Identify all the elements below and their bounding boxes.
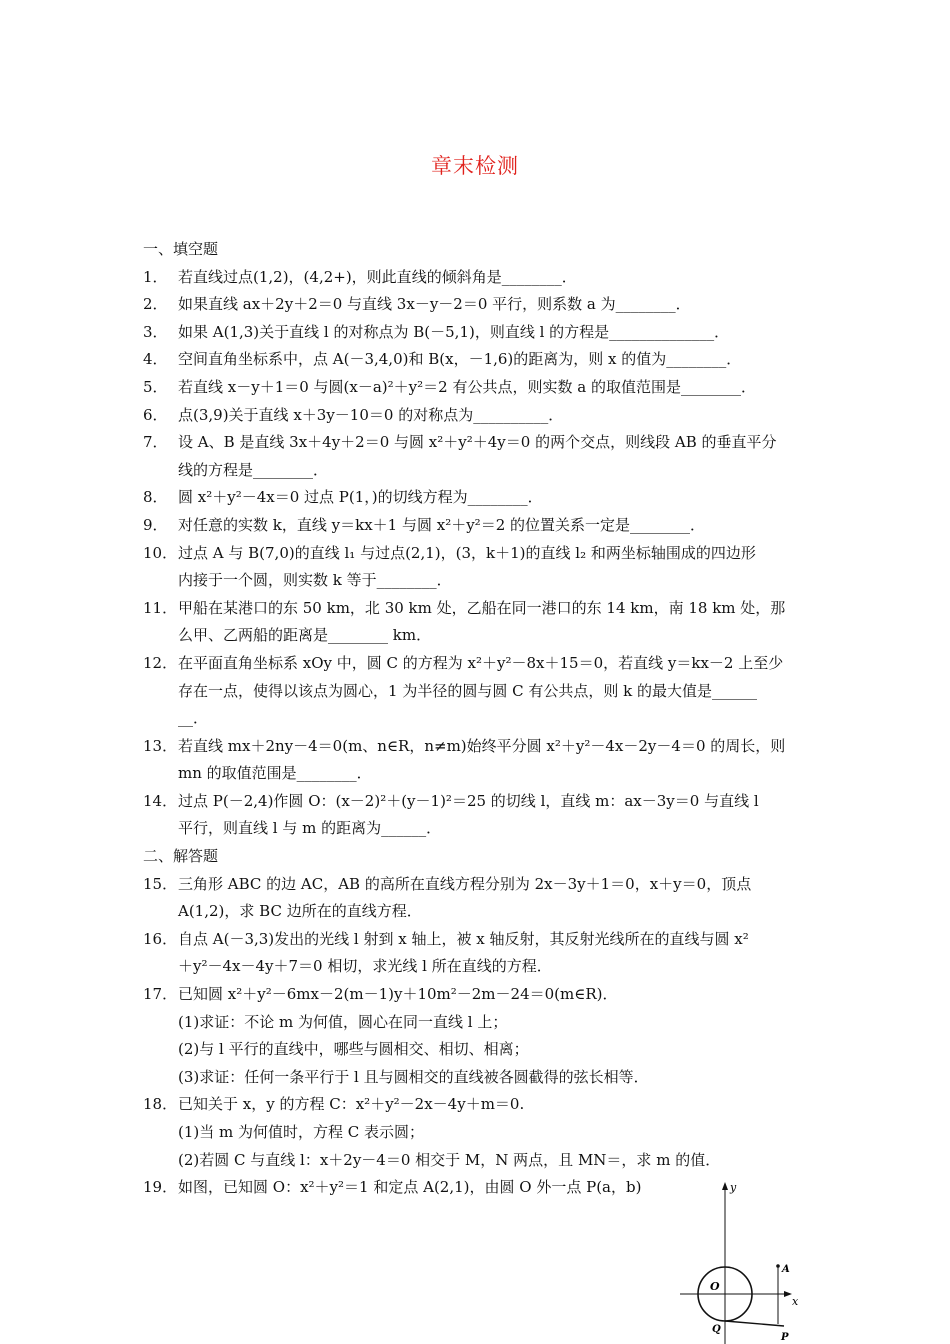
question-number: 17． bbox=[143, 985, 178, 1004]
question-line: 设 A、B 是直线 3x＋4y＋2＝0 与圆 x²＋y²＋4y＝0 的两个交点，则线段 AB 的垂直平分 bbox=[178, 433, 777, 452]
question-item bbox=[143, 650, 813, 733]
question-item bbox=[143, 595, 813, 650]
question-line: 空间直角坐标系中，点 A(－3,4,0)和 B(x，－1,6)的距离为，则 x 的值为________． bbox=[178, 350, 742, 369]
question-number: 12． bbox=[143, 653, 178, 672]
question-item bbox=[143, 788, 813, 843]
question-number: 15． bbox=[143, 874, 178, 893]
question-line: 若直线 x－y＋1＝0 与圆(x－a)²＋y²＝2 有公共点，则实数 a 的取值范围是________． bbox=[178, 377, 756, 396]
question-line: 若直线 mx＋2ny－4＝0(m、n∈R，n≠m)始终平分圆 x²＋y²－4x－2y－4＝0 的周长，则 bbox=[178, 736, 786, 755]
question-list bbox=[143, 871, 813, 1202]
question-item bbox=[143, 264, 813, 292]
question-text bbox=[178, 540, 813, 595]
question-line: 圆 x²＋y²－4x＝0 过点 P(1，)的切线方程为________． bbox=[178, 488, 543, 507]
question-line: (2)若圆 C 与直线 l：x＋2y－4＝0 相交于 M，N 两点，且 MN＝，求 m 的值． bbox=[178, 1150, 721, 1169]
question-line: 已知圆 x²＋y²－6mx－2(m－1)y＋10m²－2m－24＝0(m∈R)． bbox=[178, 985, 618, 1004]
question-text bbox=[178, 871, 813, 926]
question-line: 么甲、乙两船的距离是________ km． bbox=[178, 626, 432, 645]
question-line: 若直线过点(1,2)，(4,2+)，则此直线的倾斜角是________． bbox=[178, 267, 577, 286]
question-text bbox=[178, 291, 813, 319]
question-line: 对任意的实数 k，直线 y＝kx＋1 与圆 x²＋y²＝2 的位置关系一定是________． bbox=[178, 515, 706, 534]
question-number: 8． bbox=[143, 488, 168, 507]
question-text bbox=[178, 512, 813, 540]
question-line: 三角形 ABC 的边 AC，AB 的高所在直线方程分别为 2x－3y＋1＝0，x＋y＝0，顶点 bbox=[178, 874, 752, 893]
question-text bbox=[178, 402, 813, 430]
point-a-label: A bbox=[782, 1264, 790, 1275]
question-item bbox=[143, 926, 813, 981]
y-axis-arrow bbox=[722, 1182, 728, 1190]
question-number: 13． bbox=[143, 736, 178, 755]
question-line: 如果直线 ax＋2y＋2＝0 与直线 3x－y－2＝0 平行，则系数 a 为________． bbox=[178, 295, 691, 314]
question-item bbox=[143, 402, 813, 430]
diagram-svg bbox=[680, 1180, 810, 1344]
question-text bbox=[178, 429, 813, 484]
question-line: (1)求证：不论 m 为何值，圆心在同一直线 l 上； bbox=[178, 1012, 508, 1031]
question-content bbox=[143, 236, 813, 1202]
point-p-label: P bbox=[781, 1332, 789, 1343]
question-number: 5． bbox=[143, 377, 168, 396]
question-line: 已知关于 x，y 的方程 C：x²＋y²－2x－4y＋m＝0. bbox=[178, 1095, 525, 1114]
question-item bbox=[143, 733, 813, 788]
page-title: 章末检测 bbox=[431, 154, 519, 178]
question-text bbox=[178, 1091, 813, 1174]
section-heading: 二、解答题 bbox=[143, 847, 219, 866]
tangent-line-pq bbox=[725, 1321, 784, 1326]
question-line: mn 的取值范围是________． bbox=[178, 764, 372, 783]
x-axis-arrow bbox=[784, 1291, 792, 1297]
question-line: (2)与 l 平行的直线中，哪些与圆相交、相切、相离； bbox=[178, 1040, 529, 1059]
question-number: 14． bbox=[143, 791, 178, 810]
question-item bbox=[143, 512, 813, 540]
question-text bbox=[178, 595, 813, 650]
question-text bbox=[178, 319, 813, 347]
question-line: 甲船在某港口的东 50 km，北 30 km 处，乙船在同一港口的东 14 km，南 18 km 处，那 bbox=[178, 598, 786, 617]
question-text bbox=[178, 733, 813, 788]
question-item bbox=[143, 291, 813, 319]
origin-label: O bbox=[710, 1280, 720, 1293]
question-line: 自点 A(－3,3)发出的光线 l 射到 x 轴上，被 x 轴反射，其反射光线所在的直线与圆 x² bbox=[178, 929, 749, 948]
question-text bbox=[178, 346, 813, 374]
question-number: 3． bbox=[143, 322, 168, 341]
section-heading: 一、填空题 bbox=[143, 240, 219, 258]
question-line: 存在一点，使得以该点为圆心，1 为半径的圆与圆 C 有公共点，则 k 的最大值是______ bbox=[178, 681, 757, 700]
question-line: 过点 A 与 B(7,0)的直线 l₁ 与过点(2,1)，(3，k＋1)的直线 l₂ 和两坐标轴围成的四边形 bbox=[178, 543, 756, 562]
question-number: 19． bbox=[143, 1178, 178, 1197]
question-number: 11． bbox=[143, 598, 178, 617]
question-line: 点(3,9)关于直线 x＋3y－10＝0 的对称点为__________． bbox=[178, 405, 564, 424]
question-text bbox=[178, 981, 813, 1091]
question-line: (1)当 m 为何值时，方程 C 表示圆； bbox=[178, 1123, 425, 1141]
question-line: 如图，已知圆 O：x²＋y²＝1 和定点 A(2,1)，由圆 O 外一点 P(a，b) bbox=[178, 1178, 642, 1197]
question-item bbox=[143, 319, 813, 347]
x-axis-label: x bbox=[792, 1295, 799, 1308]
question-number: 16． bbox=[143, 929, 178, 948]
question-number: 10． bbox=[143, 543, 178, 562]
question-item bbox=[143, 346, 813, 374]
section-fill-blank bbox=[143, 236, 813, 843]
question-line: (3)求证：任何一条平行于 l 且与圆相交的直线被各圆截得的弦长相等． bbox=[178, 1067, 649, 1086]
circle-diagram bbox=[680, 1180, 810, 1344]
question-item bbox=[143, 374, 813, 402]
question-line: 如果 A(1,3)关于直线 l 的对称点为 B(－5,1)，则直线 l 的方程是______________． bbox=[178, 322, 730, 341]
question-item bbox=[143, 871, 813, 926]
question-line: 内接于一个圆，则实数 k 等于________． bbox=[178, 571, 452, 590]
question-line: __． bbox=[178, 709, 209, 728]
question-item bbox=[143, 1091, 813, 1174]
question-number: 18． bbox=[143, 1095, 178, 1114]
y-axis-label: y bbox=[730, 1181, 737, 1194]
question-line: 线的方程是________． bbox=[178, 460, 329, 479]
question-text bbox=[178, 926, 813, 981]
question-number: 1． bbox=[143, 267, 168, 286]
question-text bbox=[178, 788, 813, 843]
question-text bbox=[178, 374, 813, 402]
question-list bbox=[143, 264, 813, 843]
question-number: 6． bbox=[143, 405, 168, 424]
point-q-label: Q bbox=[712, 1324, 721, 1335]
question-text bbox=[178, 484, 813, 512]
question-item bbox=[143, 429, 813, 484]
question-line: 平行，则直线 l 与 m 的距离为______． bbox=[178, 819, 442, 838]
question-line: 过点 P(－2,4)作圆 O：(x－2)²＋(y－1)²＝25 的切线 l，直线 m：ax－3y＝0 与直线 l bbox=[178, 791, 759, 810]
question-text bbox=[178, 650, 813, 733]
question-number: 2． bbox=[143, 295, 168, 314]
question-item bbox=[143, 484, 813, 512]
question-number: 4． bbox=[143, 350, 168, 369]
question-line: 在平面直角坐标系 xOy 中，圆 C 的方程为 x²＋y²－8x＋15＝0，若直线 y＝kx－2 上至少 bbox=[178, 653, 784, 672]
question-item bbox=[143, 981, 813, 1091]
question-line: A(1,2)，求 BC 边所在的直线方程． bbox=[178, 902, 422, 921]
question-line: ＋y²－4x－4y＋7＝0 相切，求光线 l 所在直线的方程． bbox=[178, 957, 552, 976]
question-number: 9． bbox=[143, 515, 168, 534]
point-a bbox=[776, 1264, 780, 1268]
section-solutions bbox=[143, 843, 813, 1202]
question-text bbox=[178, 264, 813, 292]
question-item bbox=[143, 540, 813, 595]
question-number: 7． bbox=[143, 433, 168, 452]
